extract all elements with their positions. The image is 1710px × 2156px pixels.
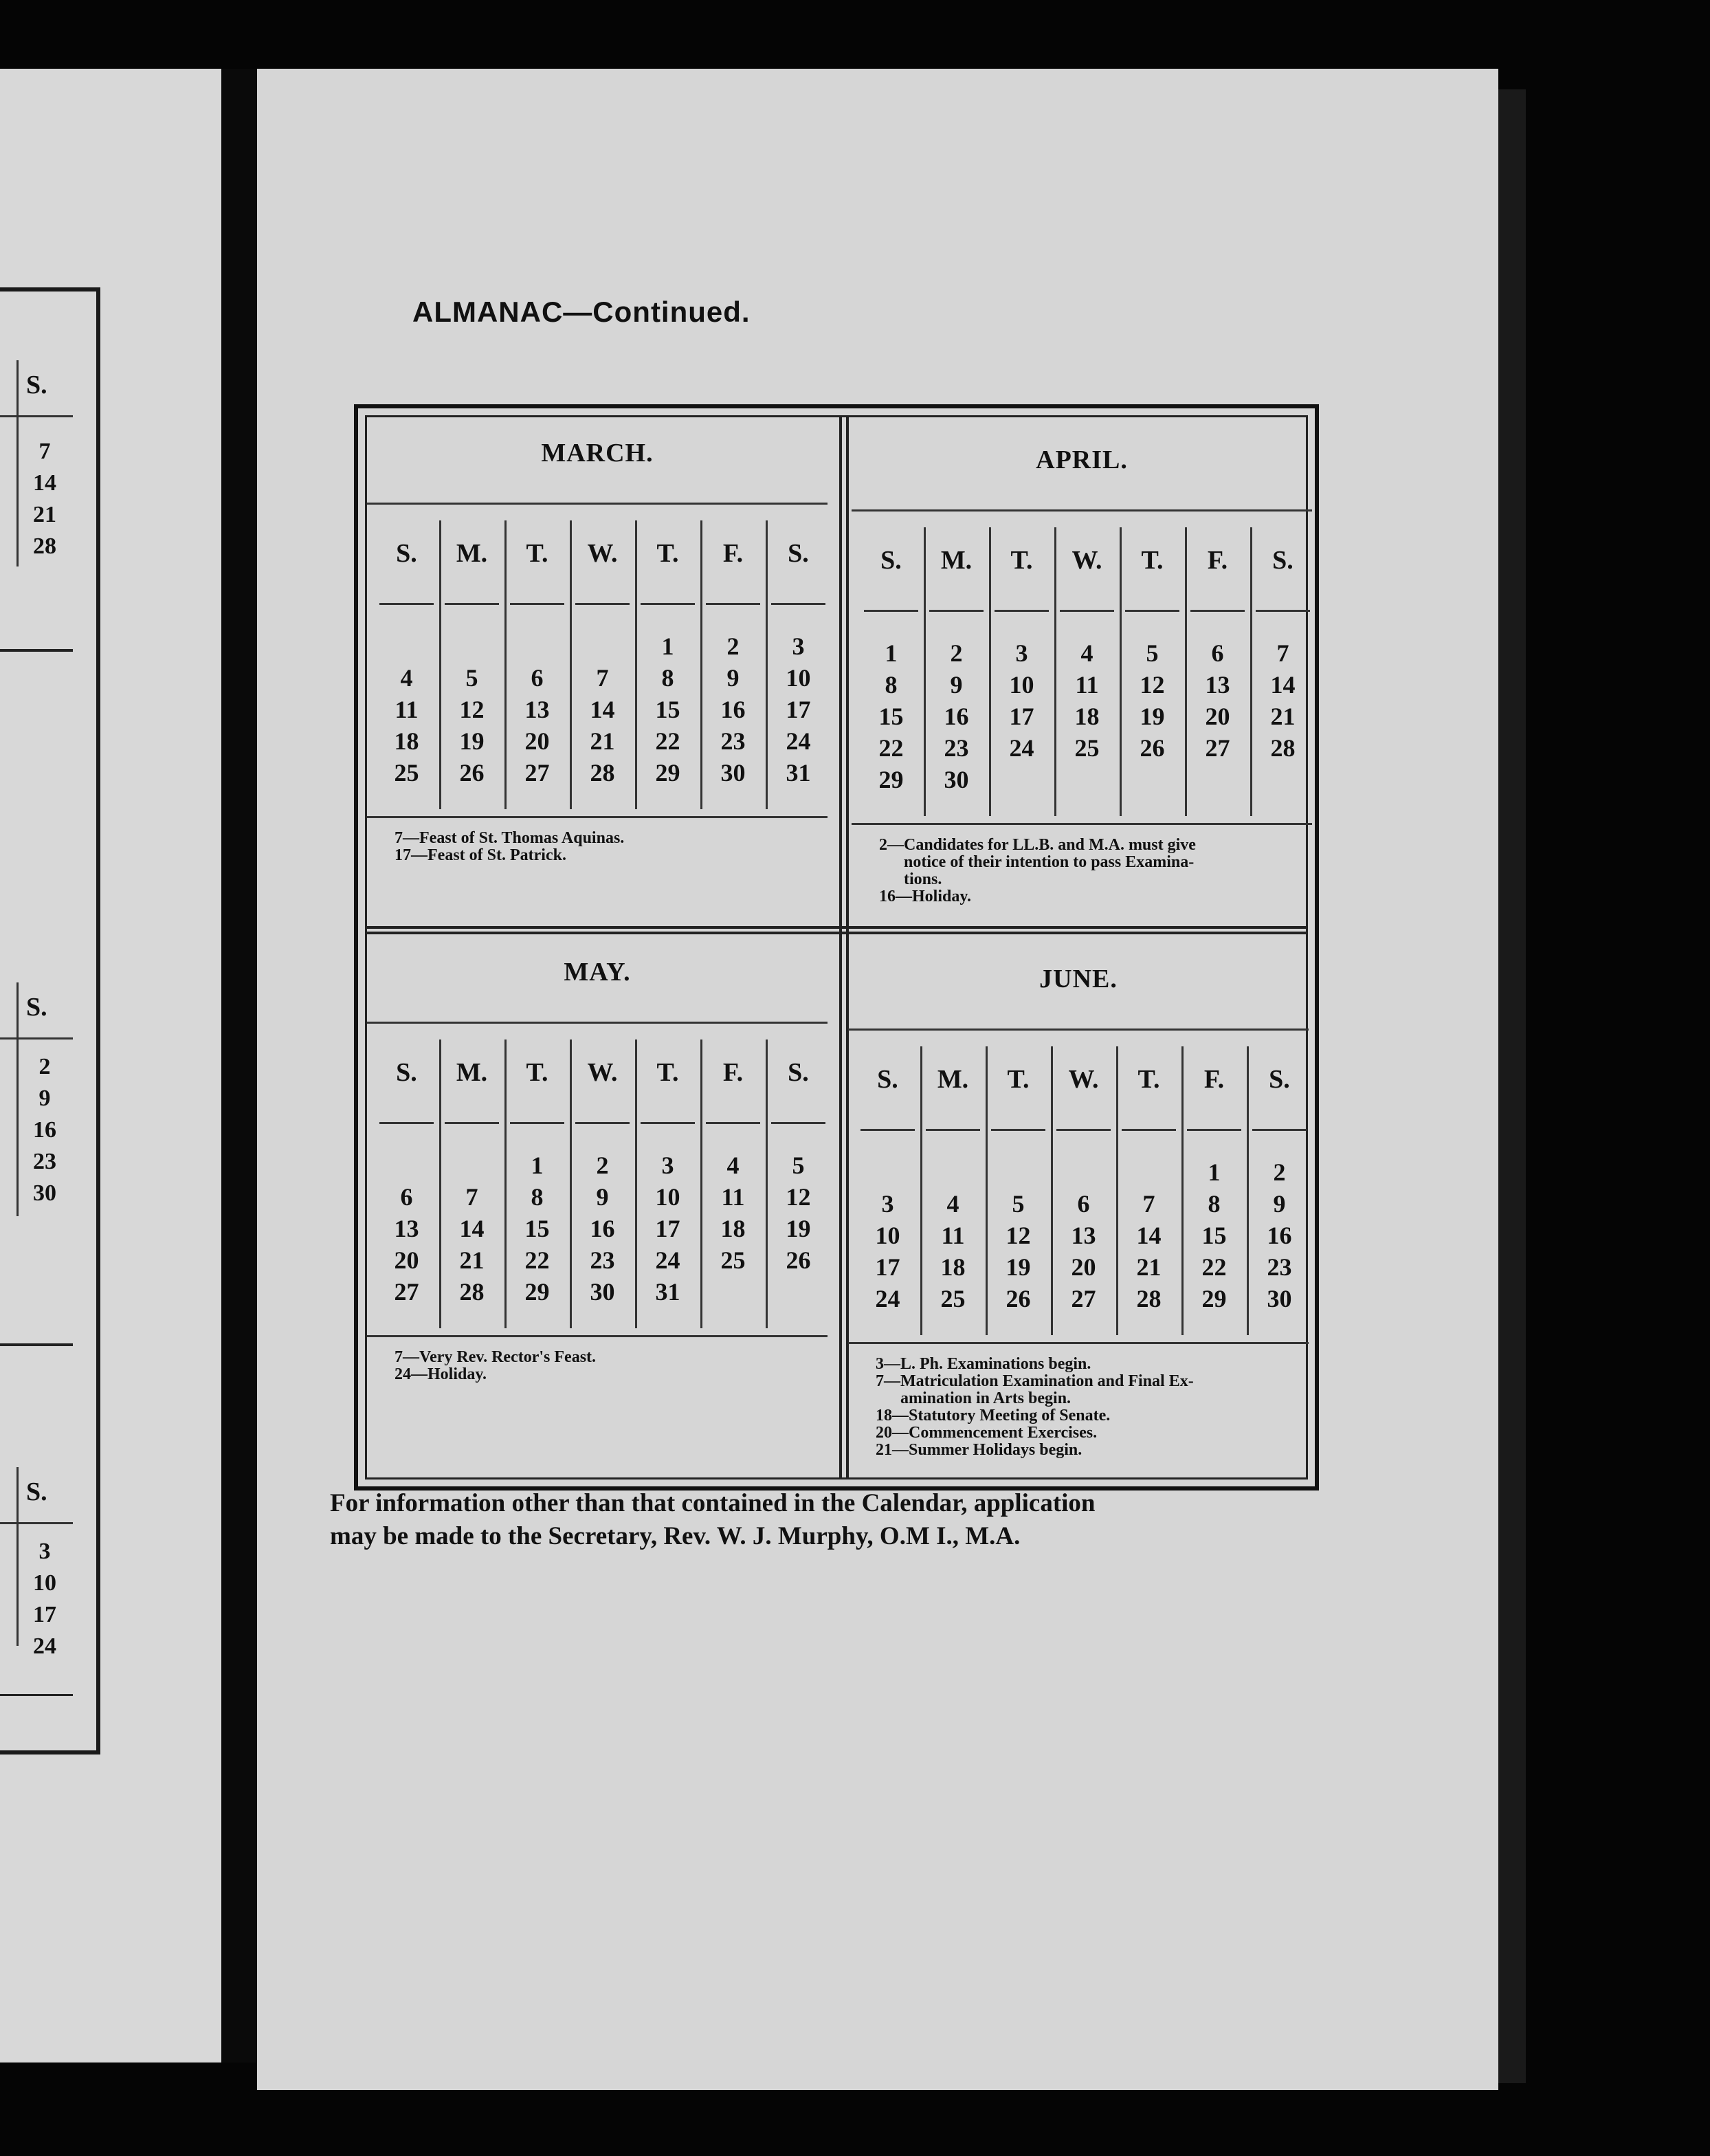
date-column-5: 2 9 16 23 30 xyxy=(720,632,746,786)
header-underline xyxy=(1256,610,1310,612)
month-title: APRIL. xyxy=(1036,446,1128,474)
vertical-divider xyxy=(839,417,849,1477)
note-line: 20—Commencement Exercises. xyxy=(876,1424,1098,1442)
month-notes xyxy=(395,830,814,864)
notes-rule xyxy=(367,816,828,818)
month-march xyxy=(367,417,828,923)
header-underline xyxy=(706,1122,760,1124)
date-column-3: 4 11 18 25 xyxy=(1074,639,1100,762)
column-line xyxy=(986,1046,988,1335)
note-line: 3—L. Ph. Examinations begin. xyxy=(876,1355,1091,1373)
column-line xyxy=(1250,527,1252,816)
column-line xyxy=(924,527,926,816)
column-line xyxy=(504,1040,507,1328)
note-line: tions. xyxy=(879,870,942,888)
day-header-6: S. xyxy=(1269,1065,1290,1094)
date-column-2: 6 13 20 27 xyxy=(524,664,550,786)
left-head-2: S. xyxy=(26,371,47,399)
column-line xyxy=(766,520,768,809)
day-header-3: W. xyxy=(587,539,618,568)
day-header-0: S. xyxy=(396,539,417,568)
column-line xyxy=(504,520,507,809)
day-header-1: M. xyxy=(456,1058,488,1087)
day-header-5: F. xyxy=(1207,546,1228,575)
column-line xyxy=(635,1040,637,1328)
column-line xyxy=(570,1040,572,1328)
column-line xyxy=(766,1040,768,1328)
day-header-5: F. xyxy=(722,539,744,568)
header-underline xyxy=(1252,1129,1307,1131)
date-column-1: 7 14 21 28 xyxy=(459,1183,485,1306)
column-line xyxy=(989,527,991,816)
header-underline xyxy=(510,603,564,605)
left-block-3 xyxy=(0,1467,73,1715)
column-line xyxy=(1054,527,1056,816)
column-line xyxy=(920,1046,922,1335)
header-underline xyxy=(1056,1129,1111,1131)
header-underline xyxy=(991,1129,1045,1131)
title-rule xyxy=(367,1022,828,1024)
header-underline xyxy=(641,1122,695,1124)
note-line: 17—Feast of St. Patrick. xyxy=(395,846,566,864)
month-may xyxy=(367,936,828,1442)
day-header-6: S. xyxy=(1272,546,1293,575)
left-dates-2: 2 9 16 23 30 xyxy=(33,1054,56,1206)
title-rule xyxy=(367,503,828,505)
date-column-2: 5 12 19 26 xyxy=(1006,1190,1031,1312)
day-header-3: W. xyxy=(1071,546,1102,575)
header-underline xyxy=(929,610,984,612)
day-header-1: M. xyxy=(940,546,973,575)
header-underline xyxy=(445,603,499,605)
notes-rule xyxy=(848,1342,1309,1344)
day-header-4: T. xyxy=(1137,1065,1160,1094)
day-header-4: T. xyxy=(656,1058,679,1087)
day-header-5: F. xyxy=(722,1058,744,1087)
left-dates-1 xyxy=(0,1536,16,1662)
header-underline xyxy=(1122,1129,1176,1131)
day-header-3: W. xyxy=(587,1058,618,1087)
note-line: notice of their intention to pass Examina- xyxy=(879,853,1195,871)
day-header-0: S. xyxy=(396,1058,417,1087)
column-line xyxy=(1120,527,1122,816)
header-underline xyxy=(771,1122,825,1124)
header-underline xyxy=(445,1122,499,1124)
left-head-2: S. xyxy=(26,1477,47,1506)
left-block-header xyxy=(0,360,73,417)
date-column-1: 5 12 19 26 xyxy=(459,664,485,786)
day-header-6: S. xyxy=(788,539,809,568)
date-column-0: 4 11 18 25 xyxy=(394,664,419,786)
header-underline xyxy=(379,603,434,605)
day-header-2: T. xyxy=(526,539,548,568)
column-line xyxy=(1116,1046,1118,1335)
column-line xyxy=(700,1040,702,1328)
note-line: 21—Summer Holidays begin. xyxy=(876,1441,1082,1459)
header-underline xyxy=(1187,1129,1241,1131)
month-april xyxy=(852,424,1312,930)
day-header-0: S. xyxy=(880,546,902,575)
header-underline xyxy=(926,1129,980,1131)
note-line: 7—Matriculation Examination and Final Ex- xyxy=(876,1372,1194,1390)
note-line: amination in Arts begin. xyxy=(876,1389,1071,1407)
date-column-6: 2 9 16 23 30 xyxy=(1267,1158,1292,1312)
date-column-4: 7 14 21 28 xyxy=(1136,1190,1162,1312)
page-title: ALMANAC—Continued. xyxy=(412,296,751,328)
column-line xyxy=(439,1040,441,1328)
date-column-5: 6 13 20 27 xyxy=(1205,639,1230,762)
date-column-2: 1 8 15 22 29 xyxy=(524,1152,550,1306)
day-header-1: M. xyxy=(937,1065,969,1094)
footer-note xyxy=(330,1487,1347,1553)
book-spine xyxy=(221,69,257,2062)
left-dates-1 xyxy=(0,436,16,562)
column-line xyxy=(1051,1046,1053,1335)
almanac-table xyxy=(354,404,1319,1490)
day-header-2: T. xyxy=(1007,1065,1030,1094)
date-column-4: 5 12 19 26 xyxy=(1140,639,1165,762)
left-block-2 xyxy=(0,982,73,1271)
header-underline xyxy=(1190,610,1245,612)
date-column-3: 2 9 16 23 30 xyxy=(590,1152,615,1306)
day-header-4: T. xyxy=(1141,546,1164,575)
header-underline xyxy=(995,610,1049,612)
date-column-0: 6 13 20 27 xyxy=(394,1183,419,1306)
column-line xyxy=(439,520,441,809)
date-column-1: 4 11 18 25 xyxy=(940,1190,966,1312)
date-column-3: 6 13 20 27 xyxy=(1071,1190,1096,1312)
day-header-1: M. xyxy=(456,539,488,568)
month-title: MARCH. xyxy=(541,439,654,468)
column-line xyxy=(570,520,572,809)
footer-line-2: may be made to the Secretary, Rev. W. J. Murphy, O.M I., M.A. xyxy=(330,1522,1021,1550)
column-line xyxy=(1181,1046,1184,1335)
date-column-1: 2 9 16 23 30 xyxy=(944,639,969,793)
month-notes xyxy=(395,1349,814,1383)
header-underline xyxy=(771,603,825,605)
month-june xyxy=(848,943,1309,1459)
previous-page-edge xyxy=(0,69,221,2062)
header-underline xyxy=(1125,610,1179,612)
header-underline xyxy=(575,603,630,605)
date-column-5: 1 8 15 22 29 xyxy=(1201,1158,1227,1312)
header-underline xyxy=(706,603,760,605)
day-header-4: T. xyxy=(656,539,679,568)
date-column-0: 3 10 17 24 xyxy=(875,1190,900,1312)
date-column-6: 5 12 19 26 xyxy=(786,1152,811,1274)
notes-rule xyxy=(852,823,1312,825)
day-header-0: S. xyxy=(877,1065,898,1094)
month-notes xyxy=(876,1356,1295,1459)
almanac-inner-frame xyxy=(365,415,1308,1480)
header-underline xyxy=(575,1122,630,1124)
previous-page-table xyxy=(0,287,100,1754)
column-line xyxy=(635,520,637,809)
date-column-2: 3 10 17 24 xyxy=(1009,639,1034,762)
note-line: 7—Feast of St. Thomas Aquinas. xyxy=(395,829,625,847)
page-right-edge xyxy=(1498,89,1526,2083)
left-dates-2: 7 14 21 28 xyxy=(33,439,56,559)
date-column-4: 3 10 17 24 31 xyxy=(655,1152,680,1306)
note-line: 18—Statutory Meeting of Senate. xyxy=(876,1407,1111,1424)
date-column-4: 1 8 15 22 29 xyxy=(655,632,680,786)
date-column-0: 1 8 15 22 29 xyxy=(878,639,904,793)
header-underline xyxy=(1060,610,1114,612)
header-underline xyxy=(864,610,918,612)
column-line xyxy=(1247,1046,1249,1335)
date-column-3: 7 14 21 28 xyxy=(590,664,615,786)
column-line xyxy=(1185,527,1187,816)
month-title: MAY. xyxy=(564,958,631,987)
header-underline xyxy=(379,1122,434,1124)
day-header-5: F. xyxy=(1203,1065,1225,1094)
column-line xyxy=(700,520,702,809)
left-block-header xyxy=(0,1467,73,1524)
left-block-1 xyxy=(0,360,73,622)
note-line: 7—Very Rev. Rector's Feast. xyxy=(395,1348,597,1366)
note-line: 24—Holiday. xyxy=(395,1365,487,1383)
day-header-2: T. xyxy=(1010,546,1033,575)
header-underline xyxy=(860,1129,915,1131)
note-line: 2—Candidates for LL.B. and M.A. must give xyxy=(879,836,1196,854)
month-title: JUNE. xyxy=(1039,965,1118,993)
date-column-6: 3 10 17 24 31 xyxy=(786,632,811,786)
title-rule xyxy=(852,509,1312,512)
date-column-6: 7 14 21 28 xyxy=(1270,639,1296,762)
left-dates-1 xyxy=(0,1051,16,1209)
day-header-2: T. xyxy=(526,1058,548,1087)
header-underline xyxy=(641,603,695,605)
footer-line-1: For information other than that contained in the Calendar, application xyxy=(330,1489,1096,1517)
month-notes xyxy=(879,837,1298,905)
notes-rule xyxy=(367,1335,828,1337)
title-rule xyxy=(848,1028,1309,1031)
note-line: 16—Holiday. xyxy=(879,888,972,905)
date-column-5: 4 11 18 25 xyxy=(720,1152,746,1274)
left-head-2: S. xyxy=(26,993,47,1022)
header-underline xyxy=(510,1122,564,1124)
day-header-6: S. xyxy=(788,1058,809,1087)
day-header-3: W. xyxy=(1068,1065,1099,1094)
left-block-header xyxy=(0,982,73,1040)
left-dates-2: 3 10 17 24 xyxy=(33,1539,56,1659)
